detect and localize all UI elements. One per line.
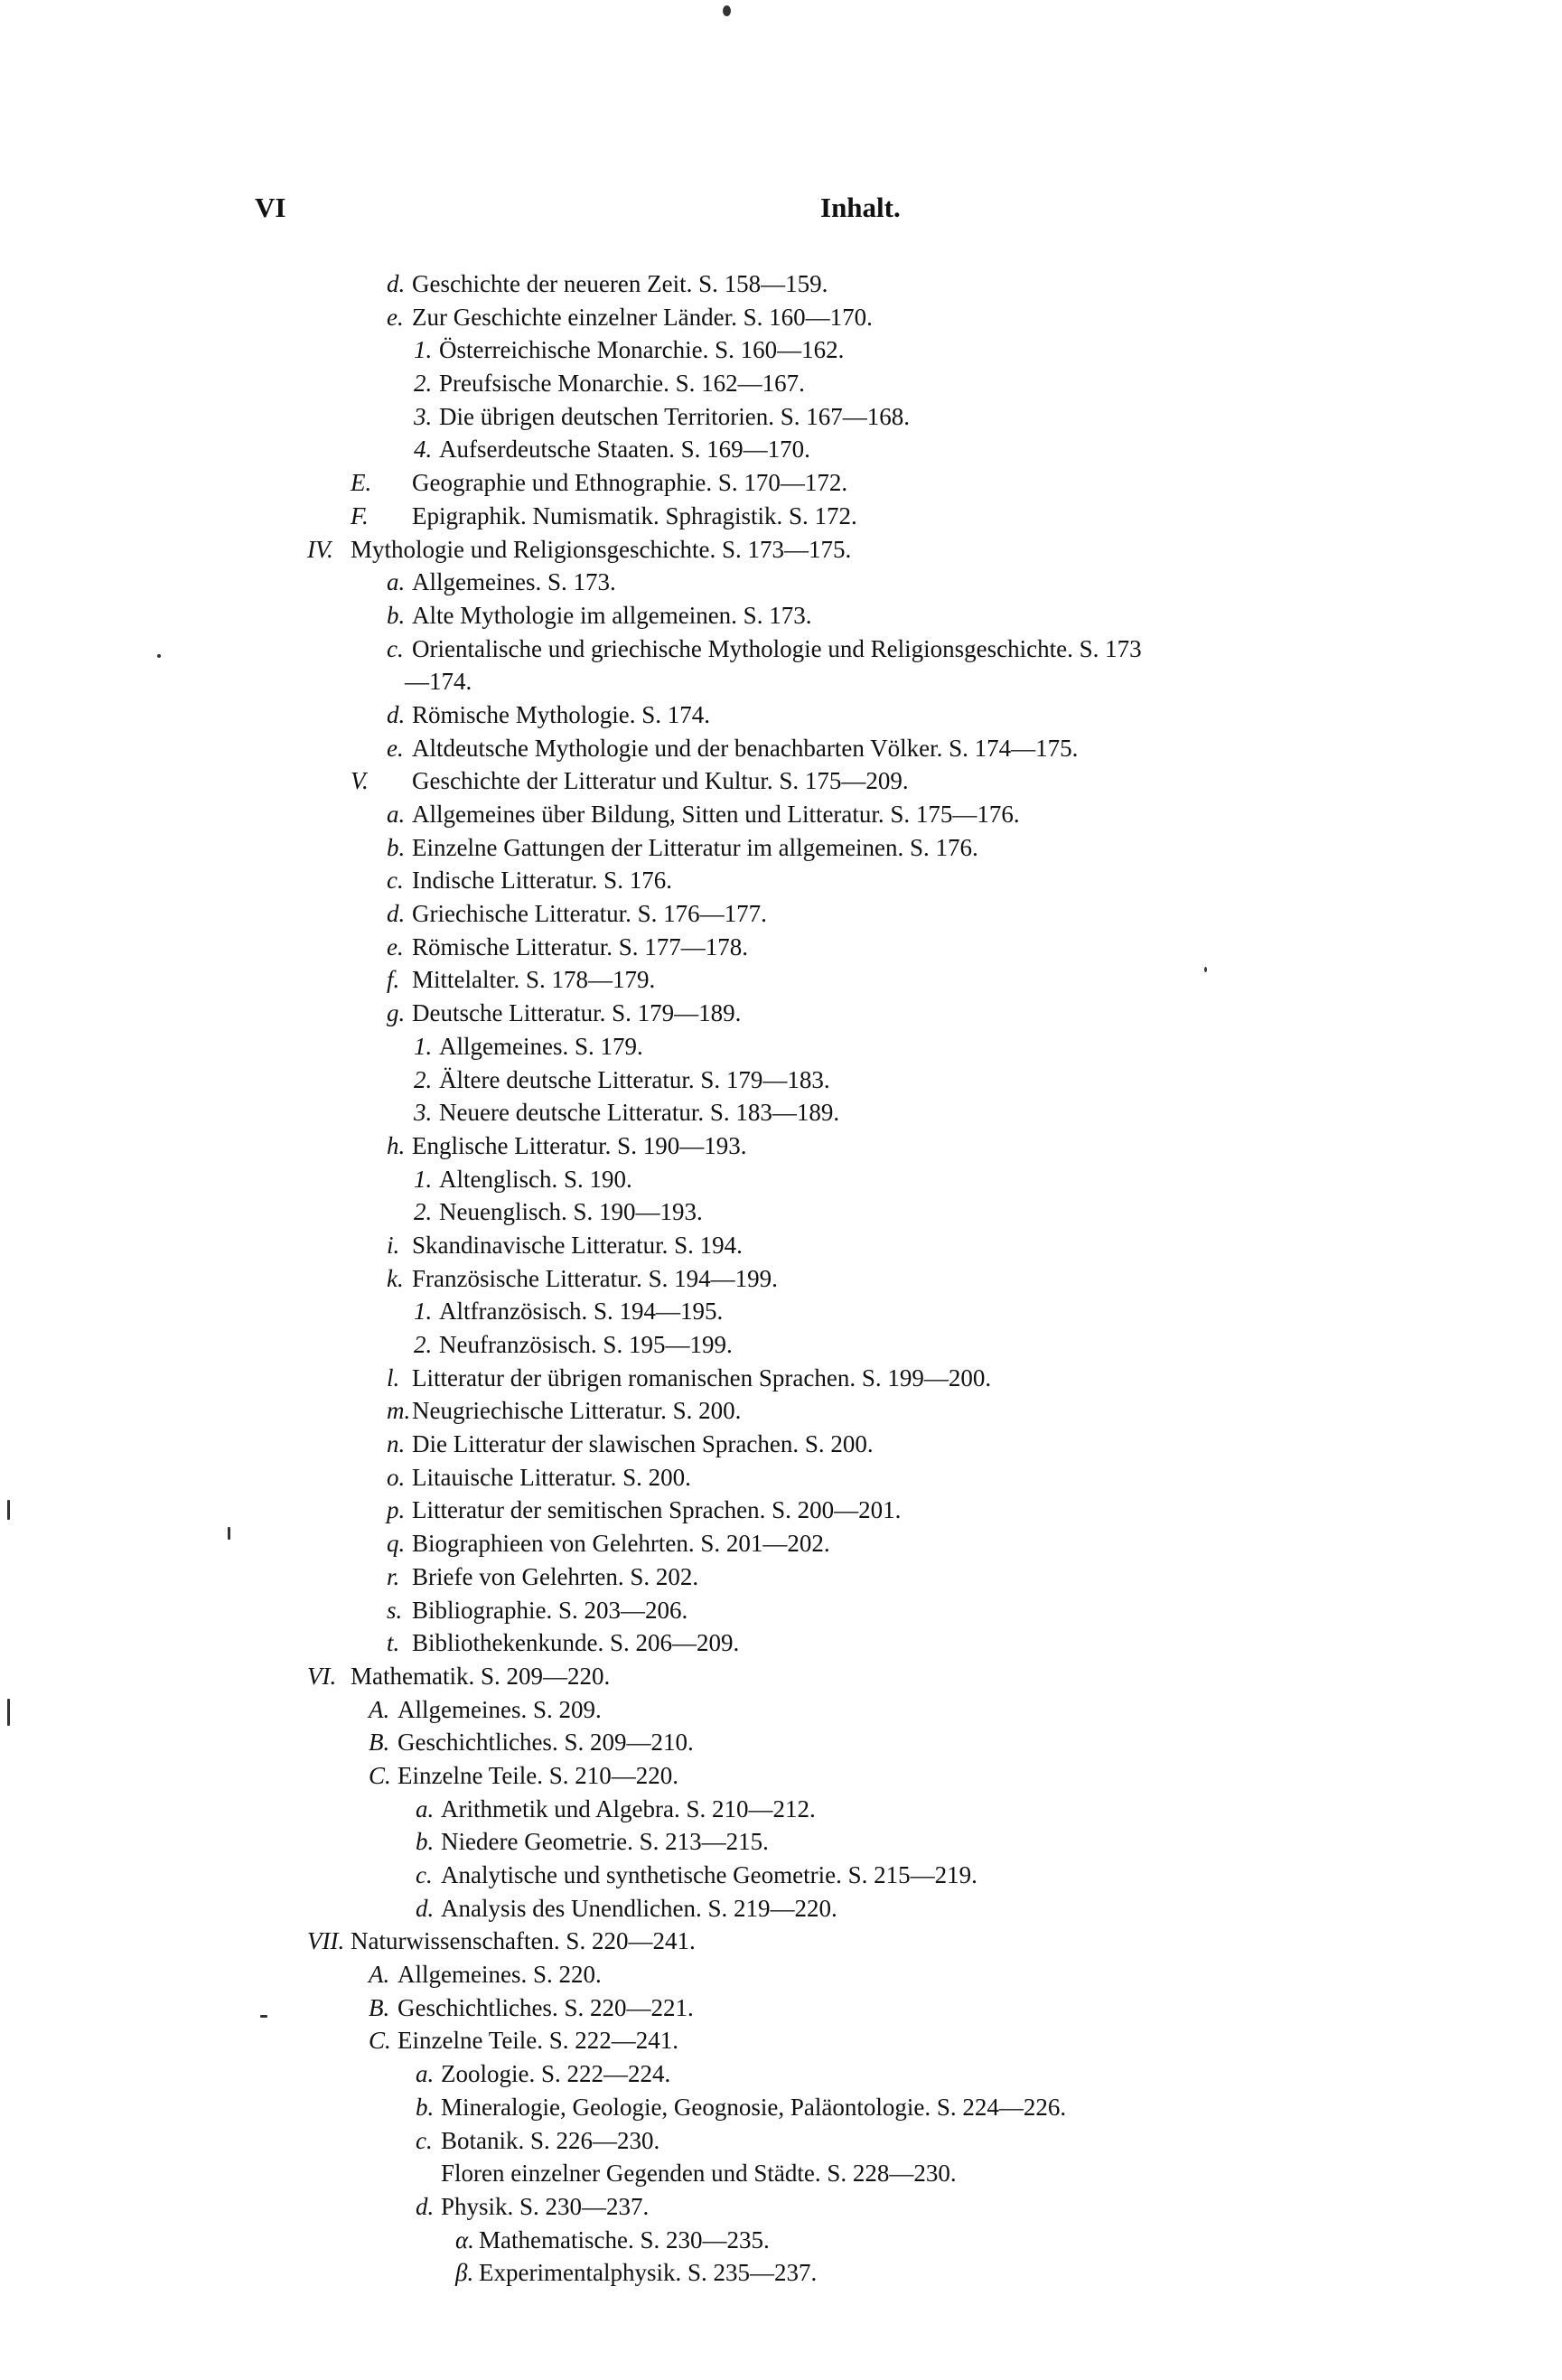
toc-entry-marker: e. <box>387 303 404 331</box>
toc-entry-text: Zur Geschichte einzelner Länder. S. 160—170. <box>412 303 873 331</box>
toc-entry-text: Analysis des Unendlichen. S. 219—220. <box>441 1894 837 1922</box>
ink-speck <box>1204 967 1207 972</box>
toc-entry <box>0 1494 1562 1527</box>
toc-entry-text: Deutsche Litteratur. S. 179—189. <box>412 999 742 1027</box>
toc-entry <box>0 2024 1562 2057</box>
toc-entry <box>0 1362 1562 1395</box>
toc-entry <box>0 1428 1562 1461</box>
toc-entry <box>0 732 1562 765</box>
toc-entry <box>0 333 1562 367</box>
toc-entry-marker: 1. <box>414 336 433 364</box>
toc-entry <box>0 1560 1562 1594</box>
ink-speck <box>228 1527 230 1540</box>
toc-entry-marker: m. <box>387 1397 411 1425</box>
toc-entry-marker: 1. <box>414 1165 433 1193</box>
page-title: Inhalt. <box>820 192 901 223</box>
toc-entry-marker: VII. <box>307 1927 345 1955</box>
toc-entry-marker: A. <box>369 1961 390 1989</box>
toc-entry-marker: r. <box>387 1562 400 1590</box>
toc-entry <box>0 1129 1562 1163</box>
toc-entry <box>0 1096 1562 1129</box>
toc-entry-marker: b. <box>416 2093 435 2121</box>
toc-entry-text: Geographie und Ethnographie. S. 170—172. <box>412 469 848 497</box>
toc-entry-text: Litteratur der semitischen Sprachen. S. 200—201. <box>412 1496 902 1524</box>
toc-entry-marker: k. <box>387 1264 404 1292</box>
toc-entry-marker: n. <box>387 1430 406 1458</box>
toc-entry-text: Ältere deutsche Litteratur. S. 179—183. <box>439 1065 830 1093</box>
page-header <box>0 192 1562 237</box>
toc-entry-marker: b. <box>416 1828 435 1856</box>
ink-speck <box>7 1500 10 1520</box>
toc-entry-text: Litteratur der übrigen romanischen Sprachen. S. 199—200. <box>412 1363 992 1391</box>
toc-entry <box>0 267 1562 301</box>
toc-entry-marker: B. <box>369 1729 390 1757</box>
toc-entry-text: Floren einzelner Gegenden und Städte. S. 228—230. <box>441 2160 957 2188</box>
toc-entry <box>0 1064 1562 1097</box>
toc-entry <box>0 1693 1562 1727</box>
toc-entry-text: Biographieen von Gelehrten. S. 201—202. <box>412 1530 830 1558</box>
toc-entry-text: Altfranzösisch. S. 194—195. <box>439 1298 724 1326</box>
toc-entry-text: Die übrigen deutschen Territorien. S. 167—168. <box>439 402 911 430</box>
toc-entry <box>0 533 1562 567</box>
toc-entry <box>0 566 1562 599</box>
toc-entry-text: Alte Mythologie im allgemeinen. S. 173. <box>412 601 812 629</box>
toc-entry-marker: V. <box>351 767 369 795</box>
toc-entry-text: Epigraphik. Numismatik. Sphragistik. S. 172. <box>412 501 857 529</box>
toc-entry <box>0 1262 1562 1296</box>
toc-entry-text: Römische Litteratur. S. 177—178. <box>412 932 748 960</box>
toc-entry <box>0 301 1562 334</box>
toc-entry-text: Österreichische Monarchie. S. 160—162. <box>439 336 845 364</box>
toc-entry <box>0 897 1562 931</box>
toc-entry <box>0 632 1562 666</box>
toc-entry-text: Litauische Litteratur. S. 200. <box>412 1463 691 1491</box>
toc-entry <box>0 1030 1562 1064</box>
toc-entry <box>0 931 1562 964</box>
toc-entry-marker: c. <box>387 867 404 895</box>
toc-entry <box>0 433 1562 466</box>
toc-entry-marker: C. <box>369 1761 391 1789</box>
toc-entry <box>0 1660 1562 1693</box>
toc-entry-marker: s. <box>387 1596 403 1624</box>
toc-entry-marker: d. <box>416 1894 435 1922</box>
toc-entry-text: Allgemeines. S. 179. <box>439 1032 643 1060</box>
toc-entry-text: Französische Litteratur. S. 194—199. <box>412 1264 778 1292</box>
toc-entry-text: Die Litteratur der slawischen Sprachen. S. 200. <box>412 1430 874 1458</box>
toc-entry <box>0 1195 1562 1229</box>
page-number: VI <box>255 192 286 223</box>
toc-entry-marker: f. <box>387 966 400 994</box>
toc-entry-marker: l. <box>387 1363 400 1391</box>
toc-entry-text: Skandinavische Litteratur. S. 194. <box>412 1231 743 1259</box>
toc-entry-marker: a. <box>387 568 406 596</box>
toc-entry-marker: d. <box>387 700 406 728</box>
toc-entry-marker: β. <box>455 2259 474 2287</box>
toc-entry <box>0 2157 1562 2190</box>
toc-entry <box>0 963 1562 997</box>
ink-speck <box>260 2015 267 2018</box>
toc-entry <box>0 1991 1562 2025</box>
toc-entry <box>0 798 1562 831</box>
toc-entry-marker: 2. <box>414 1331 433 1358</box>
toc-entry-text: Einzelne Teile. S. 222—241. <box>398 2027 679 2055</box>
toc-entry <box>0 1925 1562 1958</box>
toc-entry-marker: b. <box>387 601 406 629</box>
toc-entry-marker: d. <box>387 900 406 928</box>
toc-entry-text: —174. <box>405 668 472 696</box>
toc-entry <box>0 1759 1562 1793</box>
toc-entry <box>0 1328 1562 1362</box>
toc-entry-marker: VI. <box>307 1662 337 1690</box>
toc-entry-text: Bibliographie. S. 203—206. <box>412 1596 688 1624</box>
toc-entry <box>0 698 1562 732</box>
toc-entry-marker: g. <box>387 999 406 1027</box>
toc-entry-marker: B. <box>369 1993 390 2021</box>
toc-entry-marker: a. <box>387 801 406 828</box>
toc-entry-text: Altdeutsche Mythologie und der benachbarten Völker. S. 174—175. <box>412 734 1079 762</box>
toc-entry-marker: e. <box>387 734 404 762</box>
toc-entry-text: Geschichtliches. S. 220—221. <box>398 1993 694 2021</box>
toc-entry-marker: 4. <box>414 436 433 464</box>
toc-entry-marker: 1. <box>414 1298 433 1326</box>
toc-entry-text: Geschichtliches. S. 209—210. <box>398 1729 694 1757</box>
toc-entry-marker: c. <box>416 1861 433 1888</box>
toc-entry <box>0 1958 1562 1991</box>
toc-entry <box>0 1461 1562 1495</box>
toc-entry <box>0 1825 1562 1859</box>
toc-entry-marker: h. <box>387 1131 406 1159</box>
toc-entry-marker: d. <box>416 2192 435 2220</box>
toc-entry <box>0 1229 1562 1262</box>
toc-entry-text: Experimentalphysik. S. 235—237. <box>479 2259 818 2287</box>
toc-entry <box>0 1163 1562 1196</box>
toc-entry-text: Allgemeines. S. 220. <box>398 1961 602 1989</box>
table-of-contents <box>0 267 1562 2290</box>
toc-entry-marker: o. <box>387 1463 406 1491</box>
toc-entry-marker: b. <box>387 833 406 861</box>
toc-entry <box>0 1726 1562 1759</box>
toc-entry-marker: d. <box>387 270 406 297</box>
toc-entry <box>0 665 1562 698</box>
toc-entry-marker: a. <box>416 2060 435 2088</box>
toc-entry-marker: 1. <box>414 1032 433 1060</box>
toc-entry-text: Bibliothekenkunde. S. 206—209. <box>412 1629 740 1657</box>
toc-entry <box>0 466 1562 500</box>
toc-entry-text: Einzelne Teile. S. 210—220. <box>398 1761 679 1789</box>
toc-entry <box>0 1793 1562 1826</box>
toc-entry-text: Mittelalter. S. 178—179. <box>412 966 656 994</box>
toc-entry-marker: q. <box>387 1530 406 1558</box>
toc-entry-marker: i. <box>387 1231 400 1259</box>
toc-entry-text: Indische Litteratur. S. 176. <box>412 867 672 895</box>
toc-entry-text: Neufranzösisch. S. 195—199. <box>439 1331 733 1358</box>
toc-entry <box>0 500 1562 533</box>
toc-entry-text: Mythologie und Religionsgeschichte. S. 173—175. <box>351 535 852 563</box>
toc-entry-marker: E. <box>351 469 372 497</box>
toc-entry-text: Briefe von Gelehrten. S. 202. <box>412 1562 699 1590</box>
toc-entry-text: Englische Litteratur. S. 190—193. <box>412 1131 747 1159</box>
toc-entry-text: Mathematische. S. 230—235. <box>479 2225 770 2254</box>
toc-entry <box>0 599 1562 632</box>
toc-entry-text: Mineralogie, Geologie, Geognosie, Paläontologie. S. 224—226. <box>441 2093 1067 2121</box>
toc-entry-text: Analytische und synthetische Geometrie. S. 215—219. <box>441 1861 977 1888</box>
toc-entry-text: Mathematik. S. 209—220. <box>351 1662 611 1690</box>
toc-entry-marker: c. <box>387 634 404 662</box>
toc-entry-marker: C. <box>369 2027 391 2055</box>
toc-entry-marker: 2. <box>414 370 433 398</box>
toc-entry <box>0 1892 1562 1926</box>
toc-entry-text: Altenglisch. S. 190. <box>439 1165 632 1193</box>
ink-speck <box>723 5 731 16</box>
toc-entry <box>0 2057 1562 2091</box>
toc-entry <box>0 367 1562 400</box>
toc-entry <box>0 2124 1562 2158</box>
toc-entry <box>0 1594 1562 1627</box>
toc-entry-marker: 3. <box>414 1099 433 1127</box>
toc-entry-text: Geschichte der neueren Zeit. S. 158—159. <box>412 270 828 297</box>
ink-speck <box>157 654 161 658</box>
toc-entry <box>0 997 1562 1030</box>
toc-entry-text: Geschichte der Litteratur und Kultur. S. 175—209. <box>412 767 909 795</box>
toc-entry-text: Zoologie. S. 222—224. <box>441 2060 671 2088</box>
toc-entry <box>0 400 1562 434</box>
toc-entry-text: Allgemeines. S. 209. <box>398 1695 602 1723</box>
toc-entry <box>0 2256 1562 2290</box>
toc-entry <box>0 831 1562 865</box>
toc-entry-text: Allgemeines. S. 173. <box>412 568 616 596</box>
toc-entry-text: Aufserdeutsche Staaten. S. 169—170. <box>439 436 810 464</box>
toc-entry <box>0 2190 1562 2224</box>
toc-entry-marker: 2. <box>414 1065 433 1093</box>
toc-entry-marker: a. <box>416 1794 435 1822</box>
toc-entry <box>0 764 1562 798</box>
toc-entry <box>0 2224 1562 2257</box>
toc-entry-text: Arithmetik und Algebra. S. 210—212. <box>441 1794 816 1822</box>
toc-entry-text: Physik. S. 230—237. <box>441 2192 650 2220</box>
toc-entry-text: Griechische Litteratur. S. 176—177. <box>412 900 767 928</box>
toc-entry <box>0 1527 1562 1560</box>
toc-entry-text: Römische Mythologie. S. 174. <box>412 700 710 728</box>
toc-entry-marker: IV. <box>307 535 333 563</box>
toc-entry <box>0 1295 1562 1328</box>
toc-entry-text: Niedere Geometrie. S. 213—215. <box>441 1828 769 1856</box>
toc-entry-text: Einzelne Gattungen der Litteratur im allgemeinen. S. 176. <box>412 833 978 861</box>
toc-entry-text: Botanik. S. 226—230. <box>441 2126 660 2154</box>
ink-speck <box>7 1699 10 1726</box>
toc-entry-text: Allgemeines über Bildung, Sitten und Litteratur. S. 175—176. <box>412 801 1020 828</box>
toc-entry <box>0 864 1562 897</box>
toc-entry-text: Neuenglisch. S. 190—193. <box>439 1198 703 1226</box>
toc-entry-text: Preufsische Monarchie. S. 162—167. <box>439 370 805 398</box>
toc-entry-text: Neugriechische Litteratur. S. 200. <box>412 1397 742 1425</box>
toc-entry <box>0 1394 1562 1428</box>
toc-entry <box>0 1626 1562 1660</box>
toc-entry <box>0 1859 1562 1892</box>
toc-entry-marker: e. <box>387 932 404 960</box>
toc-entry <box>0 2091 1562 2124</box>
toc-entry-marker: 2. <box>414 1198 433 1226</box>
toc-entry-marker: p. <box>387 1496 406 1524</box>
toc-entry-marker: A. <box>369 1695 390 1723</box>
toc-entry-text: Orientalische und griechische Mythologie und Religionsgeschichte. S. 173 <box>412 634 1142 662</box>
toc-entry-text: Naturwissenschaften. S. 220—241. <box>351 1927 696 1955</box>
toc-entry-marker: α. <box>455 2225 474 2254</box>
toc-entry-marker: F. <box>351 501 369 529</box>
toc-entry-text: Neuere deutsche Litteratur. S. 183—189. <box>439 1099 840 1127</box>
toc-entry-marker: t. <box>387 1629 400 1657</box>
toc-entry-marker: c. <box>416 2126 433 2154</box>
toc-entry-marker: 3. <box>414 402 433 430</box>
